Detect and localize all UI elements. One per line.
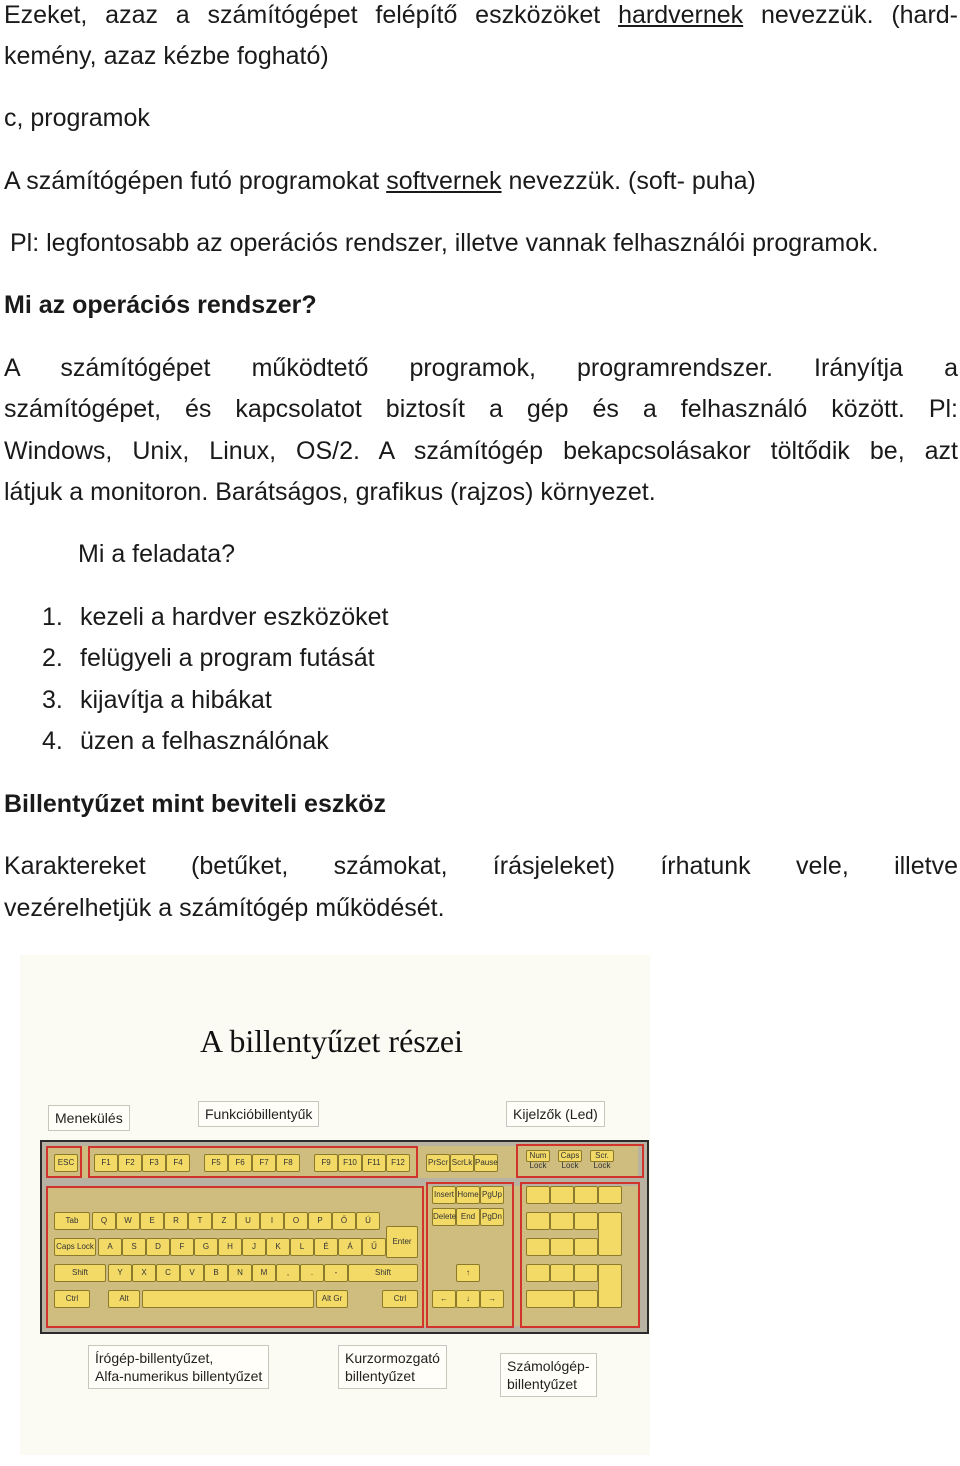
frame-function-keys (88, 1146, 418, 1178)
underlined-term-software: softvernek (386, 167, 502, 195)
list-text: kijavítja a hibákat (80, 686, 272, 714)
key-letter: P (308, 1212, 332, 1230)
paragraph-line: kemény, azaz kézbe fogható) (4, 42, 329, 70)
key-letter: G (194, 1238, 218, 1256)
led-num-lock: Num Lock (526, 1150, 550, 1162)
key-caps-lock: Caps Lock (54, 1238, 96, 1256)
label-function-keys: Funkcióbillentyűk (198, 1101, 319, 1127)
key-delete: Delete (432, 1208, 456, 1226)
key-f5: F5 (204, 1154, 228, 1172)
key-tab: Tab (54, 1212, 90, 1230)
key-pgdn: PgDn (480, 1208, 504, 1226)
key-f4: F4 (166, 1154, 190, 1172)
key-letter: Q (92, 1212, 116, 1230)
key-f12: F12 (386, 1154, 410, 1172)
key-letter: U (236, 1212, 260, 1230)
key-f7: F7 (252, 1154, 276, 1172)
paragraph-line: vezérelhetjük a számítógép működését. (4, 894, 445, 922)
key-ctrl-left: Ctrl (54, 1290, 90, 1308)
key-letter: K (266, 1238, 290, 1256)
frame-indicators (516, 1144, 644, 1178)
label-line: Alfa-numerikus billentyűzet (95, 1368, 263, 1384)
key-letter: J (242, 1238, 266, 1256)
key-pause: Pause (474, 1154, 498, 1172)
key-f10: F10 (338, 1154, 362, 1172)
text-fragment: Ezeket, azaz a számítógépet felépítő eszközöket (4, 1, 601, 29)
label-indicators: Kijelzők (Led) (506, 1101, 605, 1127)
list-item (4, 602, 604, 632)
key-pgup: PgUp (480, 1186, 504, 1204)
heading-keyboard: Billentyűzet mint beviteli eszköz (4, 790, 387, 818)
key-prscr: PrScr (426, 1154, 450, 1172)
key-letter: Z (212, 1212, 236, 1230)
key-letter: W (116, 1212, 140, 1230)
text-fragment: A számítógépen futó programokat (4, 167, 380, 195)
list-number: 2. (42, 644, 63, 672)
frame-cursor (426, 1182, 514, 1328)
list-item (4, 726, 604, 756)
label-typewriter (88, 1345, 269, 1389)
key-letter: O (284, 1212, 308, 1230)
key-punct: - (324, 1264, 348, 1282)
section-subhead: c, programok (4, 104, 150, 132)
list-text: kezeli a hardver eszközöket (80, 603, 389, 631)
label-line: Kurzormozgató (345, 1350, 440, 1366)
key-ctrl-right: Ctrl (382, 1290, 418, 1308)
paragraph-line: számítógépet, és kapcsolatot biztosít a gép és a felhasználó között. Pl: (4, 395, 958, 423)
text-fragment: nevezzük. (hard- (760, 1, 959, 29)
key-letter: M (252, 1264, 276, 1282)
key-letter: Ú (356, 1212, 380, 1230)
led-caps-lock: Caps Lock (558, 1150, 582, 1162)
frame-escape (46, 1146, 82, 1178)
key-alt: Alt (108, 1290, 140, 1308)
paragraph-line: A számítógépet működtető programok, programrendszer. Irányítja a (4, 354, 958, 382)
key-f9: F9 (314, 1154, 338, 1172)
key-punct: . (300, 1264, 324, 1282)
paragraph-line (4, 166, 756, 196)
list-text: üzen a felhasználónak (80, 727, 329, 755)
key-f6: F6 (228, 1154, 252, 1172)
key-f11: F11 (362, 1154, 386, 1172)
label-line: Számológép- (507, 1358, 590, 1374)
key-enter: Enter (386, 1226, 418, 1258)
key-letter: A (98, 1238, 122, 1256)
label-line: billentyűzet (345, 1368, 416, 1384)
figure-title: A billentyűzet részei (200, 1023, 464, 1059)
key-home: Home (456, 1186, 480, 1204)
list-text: felügyeli a program futását (80, 644, 375, 672)
paragraph-line: Karaktereket (betűket, számokat, írásjeleket) írhatunk vele, illetve (4, 852, 958, 880)
underlined-term-hardware: hardvernek (618, 1, 744, 29)
label-escape: Menekülés (48, 1105, 130, 1131)
paragraph-line: Pl: legfontosabb az operációs rendszer, illetve vannak felhasználói programok. (10, 229, 879, 257)
paragraph-line (4, 0, 958, 30)
key-letter: V (180, 1264, 204, 1282)
key-insert: Insert (432, 1186, 456, 1204)
list-number: 3. (42, 686, 63, 714)
key-letter: I (260, 1212, 284, 1230)
key-scrlk: ScrLk (450, 1154, 474, 1172)
key-letter: D (146, 1238, 170, 1256)
frame-typewriter (46, 1186, 424, 1328)
label-line: Írógép-billentyűzet, (95, 1350, 214, 1366)
key-shift-left: Shift (54, 1264, 106, 1282)
key-arrow-up: ↑ (456, 1264, 480, 1282)
question: Mi a feladata? (78, 540, 236, 568)
key-letter: Á (338, 1238, 362, 1256)
list-item (4, 643, 604, 673)
key-letter: H (218, 1238, 242, 1256)
key-letter: S (122, 1238, 146, 1256)
key-end: End (456, 1208, 480, 1226)
key-alt-gr: Alt Gr (316, 1290, 348, 1308)
paragraph-line: látjuk a monitoron. Barátságos, grafikus (rajzos) környezet. (4, 478, 656, 506)
key-letter: L (290, 1238, 314, 1256)
key-esc: ESC (54, 1154, 78, 1172)
key-letter: N (228, 1264, 252, 1282)
list-number: 4. (42, 727, 63, 755)
key-shift-right: Shift (348, 1264, 418, 1282)
paragraph-line: Windows, Unix, Linux, OS/2. A számítógép bekapcsolásakor töltődik be, azt (4, 437, 958, 465)
frame-numpad (520, 1182, 640, 1328)
key-letter: R (164, 1212, 188, 1230)
key-letter: Y (108, 1264, 132, 1282)
keyboard-figure (20, 955, 650, 1455)
label-numpad (500, 1353, 597, 1397)
key-f8: F8 (276, 1154, 300, 1172)
key-letter: Ű (362, 1238, 386, 1256)
key-f2: F2 (118, 1154, 142, 1172)
label-cursor (338, 1345, 447, 1389)
key-letter: Ő (332, 1212, 356, 1230)
key-punct: , (276, 1264, 300, 1282)
text-fragment: nevezzük. (soft- puha) (508, 167, 756, 195)
list-number: 1. (42, 603, 63, 631)
key-arrow-left: ← (432, 1290, 456, 1308)
key-letter: X (132, 1264, 156, 1282)
key-letter: C (156, 1264, 180, 1282)
key-letter: T (188, 1212, 212, 1230)
key-letter: B (204, 1264, 228, 1282)
key-f3: F3 (142, 1154, 166, 1172)
key-arrow-down: ↓ (456, 1290, 480, 1308)
heading-os: Mi az operációs rendszer? (4, 291, 317, 319)
list-item (4, 685, 604, 715)
keyboard-image (40, 1140, 649, 1334)
label-line: billentyűzet (507, 1376, 578, 1392)
key-letter: F (170, 1238, 194, 1256)
key-arrow-right: → (480, 1290, 504, 1308)
led-scroll-lock: Scr. Lock (590, 1150, 614, 1162)
key-f1: F1 (94, 1154, 118, 1172)
key-letter: É (314, 1238, 338, 1256)
key-letter: E (140, 1212, 164, 1230)
